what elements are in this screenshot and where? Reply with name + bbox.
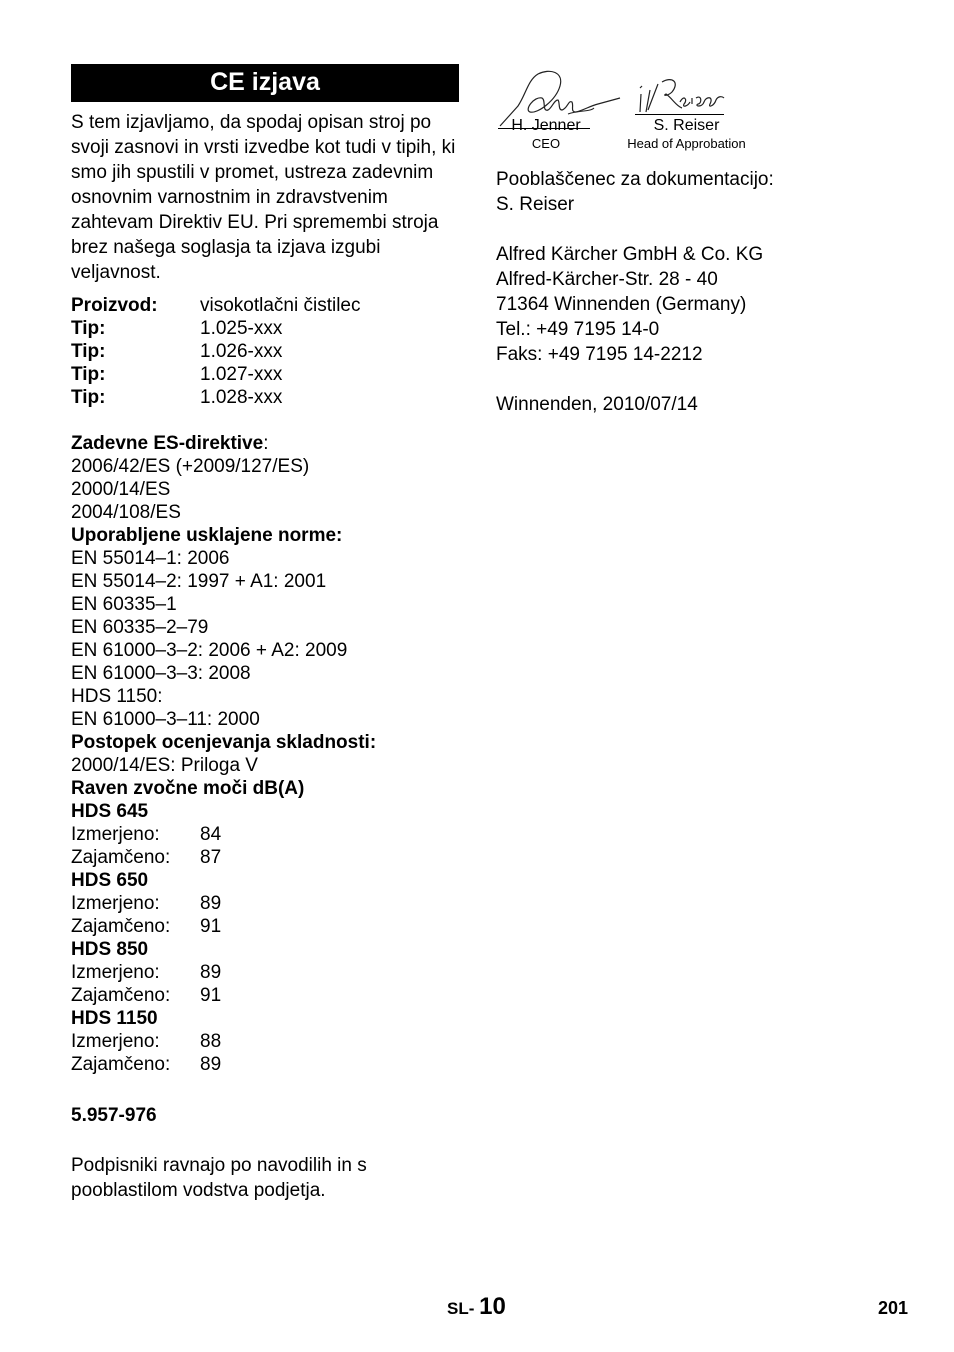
page-title: CE izjava [71,64,459,102]
sound-row: Zajamčeno: 89 [71,1054,222,1075]
sound-row: Zajamčeno: 91 [71,985,222,1006]
model-name: HDS 650 [71,870,149,891]
norm-item: EN 55014–2: 1997 + A1: 2001 [71,571,327,592]
company-line: Tel.: +49 7195 14-0 [496,319,660,340]
signatory-role: CEO [531,136,561,151]
sound-row: Zajamčeno: 91 [71,916,222,937]
product-value: 1.027-xxx [200,364,283,385]
norm-item: HDS 1150: [71,686,163,707]
product-label: Tip: [71,387,106,408]
directives-section [71,432,459,1076]
signatories-note: Podpisniki ravnajo po navodilih in s pooblastilom vodstva podjetja. [71,1155,367,1201]
product-row [71,363,459,386]
footer-section-code [447,1294,506,1321]
product-value: visokotlačni čistilec [200,295,361,316]
model-name: HDS 1150 [71,1008,158,1029]
norm-item: EN 60335–1 [71,594,177,615]
model-name: HDS 850 [71,939,149,960]
company-line: Alfred Kärcher GmbH & Co. KG [496,244,764,265]
authorized-representative [496,167,916,217]
conformity-heading: Postopek ocenjevanja skladnosti: [71,732,377,753]
directive-item: 2006/42/ES (+2009/127/ES) [71,456,310,477]
company-address [496,242,916,367]
sound-row: Izmerjeno: 88 [71,1031,222,1052]
sound-row: Izmerjeno: 84 [71,824,222,845]
signatory-jenner [496,117,596,153]
company-line: Alfred-Kärcher-Str. 28 - 40 [496,269,718,290]
sound-row: Zajamčeno: 87 [71,847,222,868]
footer-section: 10 [479,1293,506,1320]
product-value: 1.026-xxx [200,341,283,362]
company-line: Faks: +49 7195 14-2212 [496,344,703,365]
product-row [71,386,459,409]
product-label: Tip: [71,341,106,362]
norms-heading: Uporabljene usklajene norme: [71,525,343,546]
signatory-name: H. Jenner [511,117,581,134]
norm-item: EN 61000–3–2: 2006 + A2: 2009 [71,640,348,661]
directives-heading: Zadevne ES-direktive: [71,433,269,454]
signature-reiser-icon [636,74,728,116]
norm-item: EN 60335–2–79 [71,617,209,638]
product-label: Tip: [71,318,106,339]
place-date: Winnenden, 2010/07/14 [496,394,698,415]
product-row [71,317,459,340]
directive-item: 2004/108/ES [71,502,181,523]
company-line: 71364 Winnenden (Germany) [496,294,747,315]
product-label: Tip: [71,364,106,385]
product-row [71,294,459,317]
product-row [71,340,459,363]
norm-item: EN 55014–1: 2006 [71,548,230,569]
product-value: 1.025-xxx [200,318,283,339]
document-number: 5.957-976 [71,1105,157,1126]
signature-block [496,66,916,162]
left-column [71,64,459,1203]
product-table [71,294,459,409]
norm-item: EN 61000–3–11: 2000 [71,709,260,730]
norm-item: EN 61000–3–3: 2008 [71,663,251,684]
footer-separator: - [468,1299,475,1318]
model-name: HDS 645 [71,801,149,822]
authorized-name: S. Reiser [496,194,575,215]
product-value: 1.028-xxx [200,387,283,408]
page-number: 201 [878,1298,909,1318]
footer-lang: SL [447,1299,469,1318]
right-column [496,66,916,417]
signatory-role: Head of Approbation [627,136,746,151]
directive-item: 2000/14/ES [71,479,171,500]
sound-heading: Raven zvočne moči dB(A) [71,778,305,799]
authorized-label: Pooblaščenec za dokumentacijo: [496,169,774,190]
signatory-reiser [614,117,759,153]
intro-paragraph: S tem izjavljamo, da spodaj opisan stroj po svoji zasnovi in vrsti izvedbe kot tudi v tipih, ki smo jih spustili v promet, ustreza zadevnim osnovnim varnostnim in zdravstvenim zahtevam Direktiv EU. Pri spremembi stroja brez našega soglasja ta izjava izgubi veljavnost. [71,112,456,283]
conformity-value: 2000/14/ES: Priloga V [71,755,258,776]
sound-row: Izmerjeno: 89 [71,893,222,914]
signatory-name: S. Reiser [653,117,720,134]
signature-line [635,114,724,115]
product-label: Proizvod: [71,295,158,316]
sound-row: Izmerjeno: 89 [71,962,222,983]
